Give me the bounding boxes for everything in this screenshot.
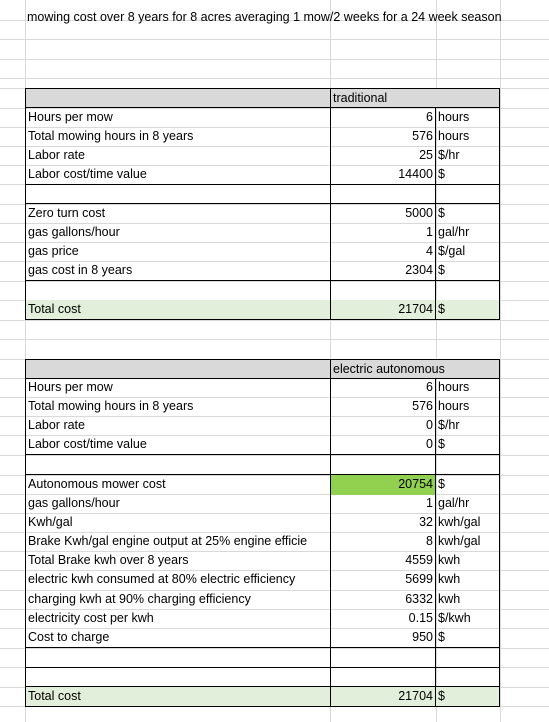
unit-cost-to-charge[interactable]: $ <box>436 628 500 648</box>
gridline <box>0 320 549 321</box>
value-total-cost[interactable]: 21704 <box>330 300 436 320</box>
gridline <box>0 39 549 40</box>
value-labor-cost[interactable]: 14400 <box>330 165 436 185</box>
unit-kwh-per-gal[interactable]: kwh/gal <box>436 513 500 533</box>
value-gas-gallons-hour[interactable]: 1 <box>330 494 436 514</box>
unit-electricity-cost-per-kwh[interactable]: $/kwh <box>436 609 500 629</box>
unit-autonomous-mower-cost[interactable]: $ <box>436 475 500 495</box>
gridline <box>0 339 549 340</box>
sheet-heading[interactable]: mowing cost over 8 years for 8 acres averaging 1 mow/2 weeks for a 24 week season <box>27 10 502 24</box>
label-hours-per-mow[interactable]: Hours per mow <box>25 378 330 398</box>
traditional-header[interactable]: traditional <box>330 88 500 108</box>
gridline <box>0 59 549 60</box>
spacer-cell[interactable] <box>436 455 500 475</box>
unit-labor-rate[interactable]: $/hr <box>436 146 500 166</box>
label-total-mowing-hours[interactable]: Total mowing hours in 8 years <box>25 127 330 147</box>
unit-labor-cost[interactable]: $ <box>436 165 500 185</box>
label-total-cost[interactable]: Total cost <box>25 300 330 320</box>
unit-total-brake-kwh[interactable]: kwh <box>436 551 500 571</box>
spacer-cell[interactable] <box>330 455 436 475</box>
header-blank-cell[interactable] <box>25 359 330 379</box>
label-labor-rate[interactable]: Labor rate <box>25 146 330 166</box>
spacer-cell[interactable] <box>25 281 330 301</box>
spacer-cell[interactable] <box>25 184 330 204</box>
value-gas-gallons-hour[interactable]: 1 <box>330 223 436 243</box>
gridline <box>0 78 549 79</box>
label-brake-kwh-per-gal[interactable]: Brake Kwh/gal engine output at 25% engine efficie <box>25 532 330 552</box>
label-gas-gallons-hour[interactable]: gas gallons/hour <box>25 494 330 514</box>
spacer-cell[interactable] <box>330 648 436 668</box>
value-total-mowing-hours[interactable]: 576 <box>330 127 436 147</box>
header-blank-cell[interactable] <box>25 88 330 108</box>
value-total-cost[interactable]: 21704 <box>330 687 436 707</box>
unit-total-mowing-hours[interactable]: hours <box>436 397 500 417</box>
unit-gas-gallons-hour[interactable]: gal/hr <box>436 223 500 243</box>
value-brake-kwh-per-gal[interactable]: 8 <box>330 532 436 552</box>
label-autonomous-mower-cost[interactable]: Autonomous mower cost <box>25 475 330 495</box>
electric-header[interactable]: electric autonomous <box>330 359 500 379</box>
value-zero-turn-cost[interactable]: 5000 <box>330 204 436 224</box>
spacer-cell[interactable] <box>436 281 500 301</box>
spacer-cell[interactable] <box>436 184 500 204</box>
unit-labor-rate[interactable]: $/hr <box>436 416 500 436</box>
unit-total-cost[interactable]: $ <box>436 300 500 320</box>
label-labor-cost[interactable]: Labor cost/time value <box>25 435 330 455</box>
value-charging-kwh[interactable]: 6332 <box>330 590 436 610</box>
spacer-cell[interactable] <box>330 667 436 687</box>
unit-gas-price[interactable]: $/gal <box>436 242 500 262</box>
unit-brake-kwh-per-gal[interactable]: kwh/gal <box>436 532 500 552</box>
value-labor-rate[interactable]: 25 <box>330 146 436 166</box>
label-charging-kwh[interactable]: charging kwh at 90% charging efficiency <box>25 590 330 610</box>
label-gas-price[interactable]: gas price <box>25 242 330 262</box>
unit-charging-kwh[interactable]: kwh <box>436 590 500 610</box>
value-gas-price[interactable]: 4 <box>330 242 436 262</box>
spacer-cell[interactable] <box>25 667 330 687</box>
label-kwh-per-gal[interactable]: Kwh/gal <box>25 513 330 533</box>
value-total-brake-kwh[interactable]: 4559 <box>330 551 436 571</box>
value-labor-rate[interactable]: 0 <box>330 416 436 436</box>
label-total-cost[interactable]: Total cost <box>25 687 330 707</box>
unit-gas-cost[interactable]: $ <box>436 261 500 281</box>
value-electricity-cost-per-kwh[interactable]: 0.15 <box>330 609 436 629</box>
label-labor-cost[interactable]: Labor cost/time value <box>25 165 330 185</box>
spacer-cell[interactable] <box>25 648 330 668</box>
spacer-cell[interactable] <box>436 648 500 668</box>
label-zero-turn-cost[interactable]: Zero turn cost <box>25 204 330 224</box>
label-total-brake-kwh[interactable]: Total Brake kwh over 8 years <box>25 551 330 571</box>
spacer-cell[interactable] <box>25 455 330 475</box>
value-electric-kwh-consumed[interactable]: 5699 <box>330 570 436 590</box>
gridline <box>500 0 501 722</box>
label-gas-gallons-hour[interactable]: gas gallons/hour <box>25 223 330 243</box>
value-gas-cost[interactable]: 2304 <box>330 261 436 281</box>
spacer-cell[interactable] <box>436 667 500 687</box>
unit-hours-per-mow[interactable]: hours <box>436 378 500 398</box>
unit-labor-cost[interactable]: $ <box>436 435 500 455</box>
label-cost-to-charge[interactable]: Cost to charge <box>25 628 330 648</box>
value-cost-to-charge[interactable]: 950 <box>330 628 436 648</box>
value-hours-per-mow[interactable]: 6 <box>330 378 436 398</box>
spacer-cell[interactable] <box>330 281 436 301</box>
label-electric-kwh-consumed[interactable]: electric kwh consumed at 80% electric efficiency <box>25 570 330 590</box>
unit-total-cost[interactable]: $ <box>436 687 500 707</box>
label-labor-rate[interactable]: Labor rate <box>25 416 330 436</box>
label-gas-cost[interactable]: gas cost in 8 years <box>25 261 330 281</box>
value-kwh-per-gal[interactable]: 32 <box>330 513 436 533</box>
value-labor-cost[interactable]: 0 <box>330 435 436 455</box>
label-total-mowing-hours[interactable]: Total mowing hours in 8 years <box>25 397 330 417</box>
unit-electric-kwh-consumed[interactable]: kwh <box>436 570 500 590</box>
label-hours-per-mow[interactable]: Hours per mow <box>25 108 330 128</box>
value-total-mowing-hours[interactable]: 576 <box>330 397 436 417</box>
value-hours-per-mow[interactable]: 6 <box>330 108 436 128</box>
unit-hours-per-mow[interactable]: hours <box>436 108 500 128</box>
unit-total-mowing-hours[interactable]: hours <box>436 127 500 147</box>
value-autonomous-mower-cost[interactable]: 20754 <box>330 475 436 495</box>
unit-zero-turn-cost[interactable]: $ <box>436 204 500 224</box>
spacer-cell[interactable] <box>330 184 436 204</box>
unit-gas-gallons-hour[interactable]: gal/hr <box>436 494 500 514</box>
label-electricity-cost-per-kwh[interactable]: electricity cost per kwh <box>25 609 330 629</box>
